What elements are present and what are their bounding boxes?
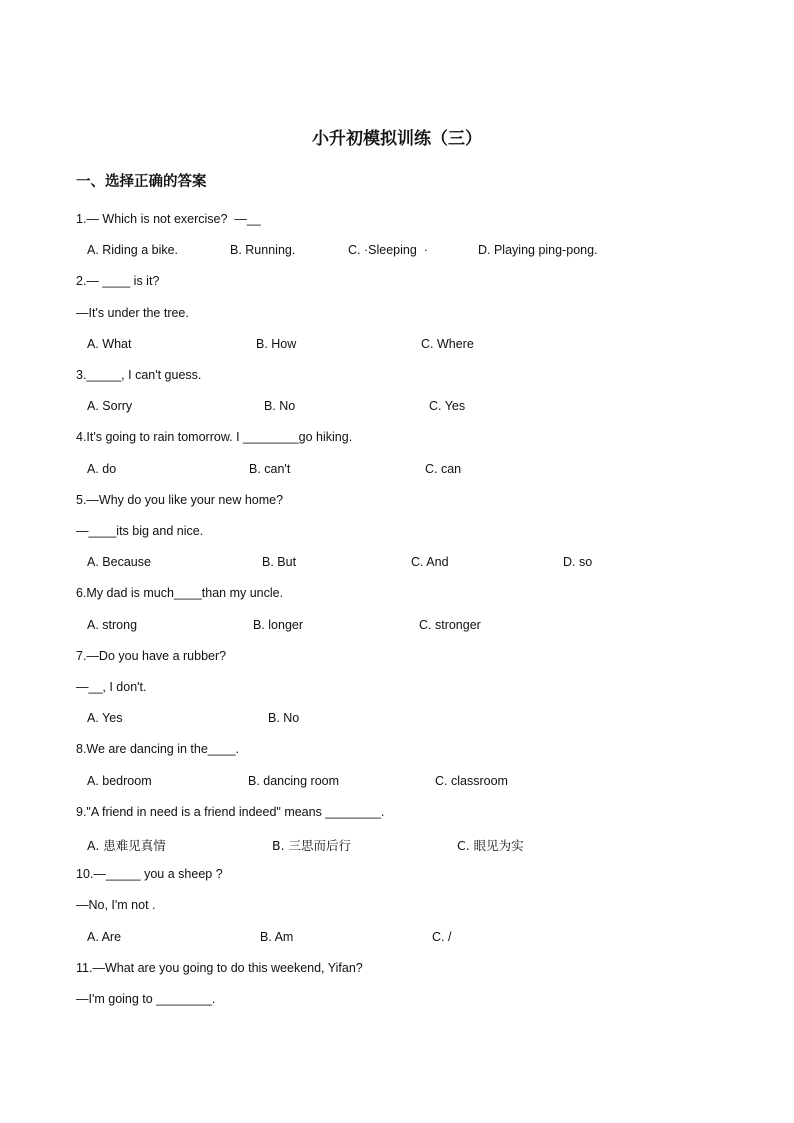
question-3-stem: 3._____, I can't guess.: [76, 368, 202, 382]
question-5-answer-line: —____its big and nice.: [76, 524, 204, 538]
question-2-answer-line: —It's under the tree.: [76, 306, 189, 320]
question-10-stem: 10.—_____ you a sheep ?: [76, 867, 223, 881]
question-11-answer-line: —I'm going to ________.: [76, 992, 216, 1006]
q9-option-c: C. 眼见为实: [457, 838, 524, 853]
q8-option-a: A. bedroom: [87, 774, 152, 788]
q3-option-b: B. No: [264, 399, 296, 413]
q8-option-b: B. dancing room: [248, 774, 340, 788]
question-9-stem: 9."A friend in need is a friend indeed" means ________.: [76, 805, 385, 819]
q2-option-b: B. How: [256, 337, 297, 351]
question-5-stem: 5.—Why do you like your new home?: [76, 493, 284, 507]
q9-option-b: B. 三思而后行: [272, 838, 352, 853]
q2-option-a: A. What: [87, 337, 132, 351]
q5-option-b: B. But: [262, 555, 297, 569]
question-2-stem: 2.— ____ is it?: [76, 274, 160, 288]
q10-option-a: A. Are: [87, 930, 122, 944]
section-heading: 一、选择正确的答案: [76, 174, 207, 190]
q4-option-a: A. do: [87, 462, 117, 476]
q2-option-c: C. Where: [421, 337, 474, 351]
q7-option-a: A. Yes: [87, 711, 123, 725]
question-4-stem: 4.It's going to rain tomorrow. I ________go hiking.: [76, 430, 353, 444]
q7-option-b: B. No: [268, 711, 300, 725]
q1-option-d: D. Playing ping-pong.: [478, 243, 598, 257]
q3-option-c: C. Yes: [429, 399, 466, 413]
q9-option-a: A. 患难见真情: [87, 838, 166, 853]
q4-option-c: C. can: [425, 462, 462, 476]
q10-option-b: B. Am: [260, 930, 294, 944]
q5-option-c: C. And: [411, 555, 449, 569]
q8-option-c: C. classroom: [435, 774, 508, 788]
question-10-answer-line: —No, I'm not .: [76, 898, 156, 912]
q1-option-c: C. ·Sleeping ·: [348, 243, 428, 257]
q3-option-a: A. Sorry: [87, 399, 133, 413]
q4-option-b: B. can't: [249, 462, 291, 476]
question-7-stem: 7.—Do you have a rubber?: [76, 649, 227, 663]
page-title: 小升初模拟训练（三）: [312, 129, 482, 149]
q6-option-c: C. stronger: [419, 618, 481, 632]
q5-option-d: D. so: [563, 555, 593, 569]
q5-option-a: A. Because: [87, 555, 151, 569]
question-6-stem: 6.My dad is much____than my uncle.: [76, 586, 284, 600]
question-7-answer-line: —__, I don't.: [76, 680, 147, 694]
q6-option-a: A. strong: [87, 618, 138, 632]
question-1-stem: 1.— Which is not exercise? —__: [76, 212, 261, 226]
q10-option-c: C. /: [432, 930, 452, 944]
q6-option-b: B. longer: [253, 618, 304, 632]
q1-option-a: A. Riding a bike.: [87, 243, 179, 257]
question-8-stem: 8.We are dancing in the____.: [76, 742, 240, 756]
q1-option-b: B. Running.: [230, 243, 296, 257]
question-11-stem: 11.—What are you going to do this weekend, Yifan?: [76, 961, 363, 975]
